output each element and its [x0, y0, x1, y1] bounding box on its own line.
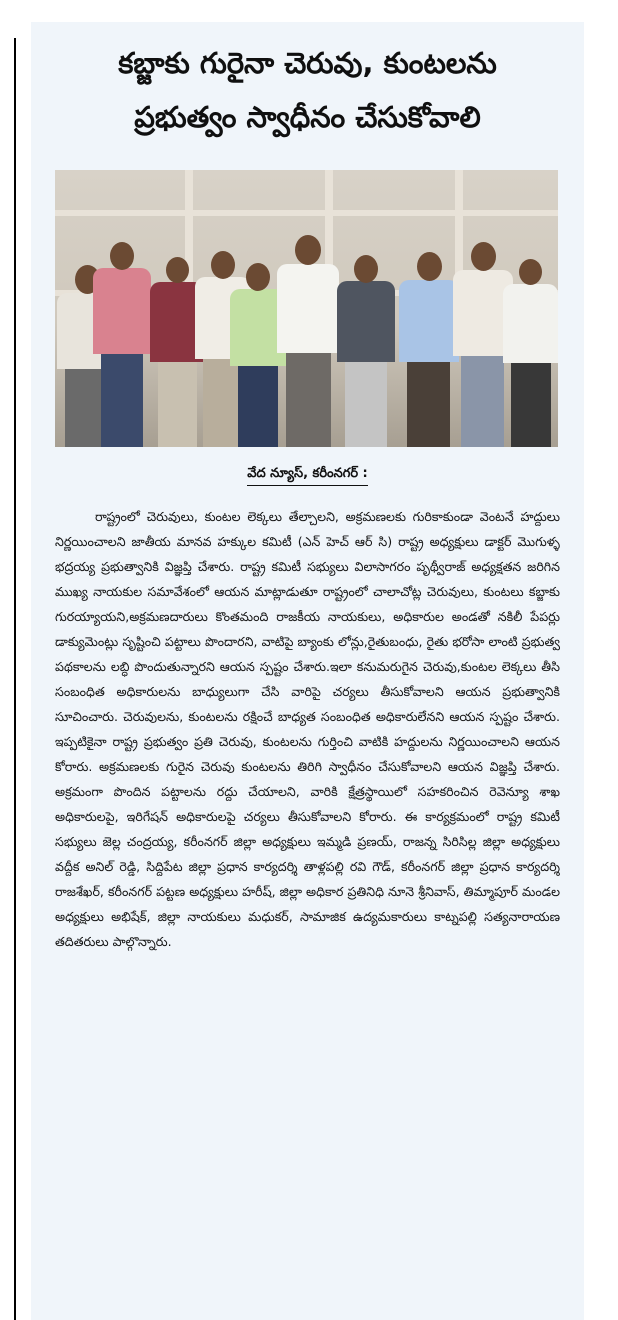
- person-legs: [407, 359, 450, 447]
- person-legs: [461, 354, 504, 447]
- person-head: [471, 242, 496, 271]
- person-head: [246, 263, 270, 291]
- person-head: [354, 255, 378, 283]
- person-head: [110, 242, 134, 270]
- person-head: [295, 235, 321, 265]
- person-legs: [101, 352, 143, 447]
- article-body: రాష్ట్రంలో చెరువులు, కుంటల లెక్కలు తేల్చాలని, అక్రమణలకు గురికాకుండా వెంటనే హద్దులు నిర్ణయించాలని జాతీయ మానవ హక్కుల కమిటీ (ఎన్ హెచ్ ఆర్ సి) రాష్ట్ర అధ్యక్షులు డాక్టర్ మొగుళ్ళ భద్రయ్య ప్రభుత్వానికి విజ్ఞప్తి చేశారు. రాష్ట్ర కమిటీ సభ్యులు విలాసాగరం పృథ్వీరాజ్ అధ్యక్షతన జరిగిన ముఖ్య నాయకుల సమావేశంలో ఆయన మాట్లాడుతూ రాష్ట్రంలో చాలాచోట్ల చెరువులు, కుంటలు కబ్జాకు గురయ్యాయని,అక్రమణదారులు కొంతమంది రాజకీయ నాయకులు, అధికారుల అండతో నకిలీ పేపర్లు డాక్యుమెంట్లు సృష్టించి పట్టాలు పొందారని, వాటిపై బ్యాంకు లోన్లు,రైతుబంధు, రైతు భరోసా లాంటి ప్రభుత్వ పథకాలను లబ్ధి పొందుతున్నారని ఆయన స్పష్టం చేశారు.ఇలా కనుమరుగైన చెరువు,కుంటల లెక్కలు తీసి సంబంధిత అధికారులను బాధ్యులుగా చేసి వారిపై చర్యలు తీసుకోవాలని ఆయన ప్రభుత్వానికి సూచించారు. చెరువులను, కుంటలను రక్షించే బాధ్యత సంబంధిత అధికారులేనని ఆయన స్పష్టం చేశారు. ఇప్పటికైనా రాష్ట్ర ప్రభుత్వం ప్రతి చెరువు, కుంటలను గుర్తించి వాటికి హద్దులను నిర్ణయించాలని ఆయన కోరారు. అక్రమణలకు గురైన చెరువు కుంటలను తిరిగి స్వాధీనం చేసుకోవాలని ఆయన విజ్ఞప్తి చేశారు. అక్రమంగా పొందిన పట్టాలను రద్దు చేయాలని, వారికి క్షేత్రస్థాయిలో సహకరించిన రెవెన్యూ శాఖ అధికారులపై, ఇరిగేషన్ అధికారులపై చర్యలు తీసుకోవాలని కోరారు. ఈ కార్యక్రమంలో రాష్ట్ర కమిటీ సభ్యులు జెల్ల చంద్రయ్య, కరీంనగర్ జిల్లా అధ్యక్షులు ఇమ్మడి ప్రణయ్, రాజన్న సిరిసిల్ల జిల్లా అధ్యక్షులు వద్దీక అనిల్ రెడ్డి, సిద్దిపేట జిల్లా ప్రధాన కార్యదర్శి తాళ్లపల్లి రవి గౌడ్, కరీంనగర్ జిల్లా ప్రధాన కార్యదర్శి రాజశేఖర్, కరీంనగర్ పట్టణ అధ్యక్షులు హరీష్, జిల్లా అధికార ప్రతినిధి నూనె శ్రీనివాస్, తిమ్మాపూర్ మండల అధ్యక్షులు అభిషేక్, జిల్లా నాయకులు మధుకర్, సామాజిక ఉద్యమకారులు కాట్నపల్లి సత్యనారాయణ తదితరులు పాల్గొన్నారు.: [55, 509, 560, 949]
- person-torso: [503, 284, 558, 363]
- person-torso: [93, 268, 151, 354]
- person-legs: [345, 360, 387, 447]
- person-figure: [399, 252, 459, 447]
- article-card: [31, 22, 584, 1320]
- person-torso: [399, 280, 459, 362]
- person-legs: [158, 360, 197, 447]
- person-figure: [337, 255, 395, 447]
- person-torso: [337, 281, 395, 362]
- person-figure: [93, 242, 151, 447]
- column-rule: [14, 38, 16, 1320]
- person-legs: [286, 351, 331, 447]
- shelf: [55, 210, 558, 216]
- person-head: [519, 259, 542, 285]
- group-photo: [55, 170, 558, 447]
- person-torso: [277, 264, 339, 353]
- person-head: [166, 257, 189, 283]
- person-legs: [511, 361, 551, 447]
- byline: [31, 462, 584, 486]
- person-legs: [238, 365, 278, 447]
- person-figure: [503, 259, 558, 447]
- person-head: [417, 252, 442, 281]
- byline-text: వేద న్యూస్, కరీంనగర్ :: [247, 466, 368, 486]
- headline-line-2: ప్రభుత్వం స్వాధీనం చేసుకోవాలి: [134, 100, 481, 134]
- headline-line-1: కబ్జాకు గురైనా చెరువు, కుంటలను: [118, 46, 497, 80]
- headline: [31, 36, 584, 144]
- person-figure: [277, 235, 339, 447]
